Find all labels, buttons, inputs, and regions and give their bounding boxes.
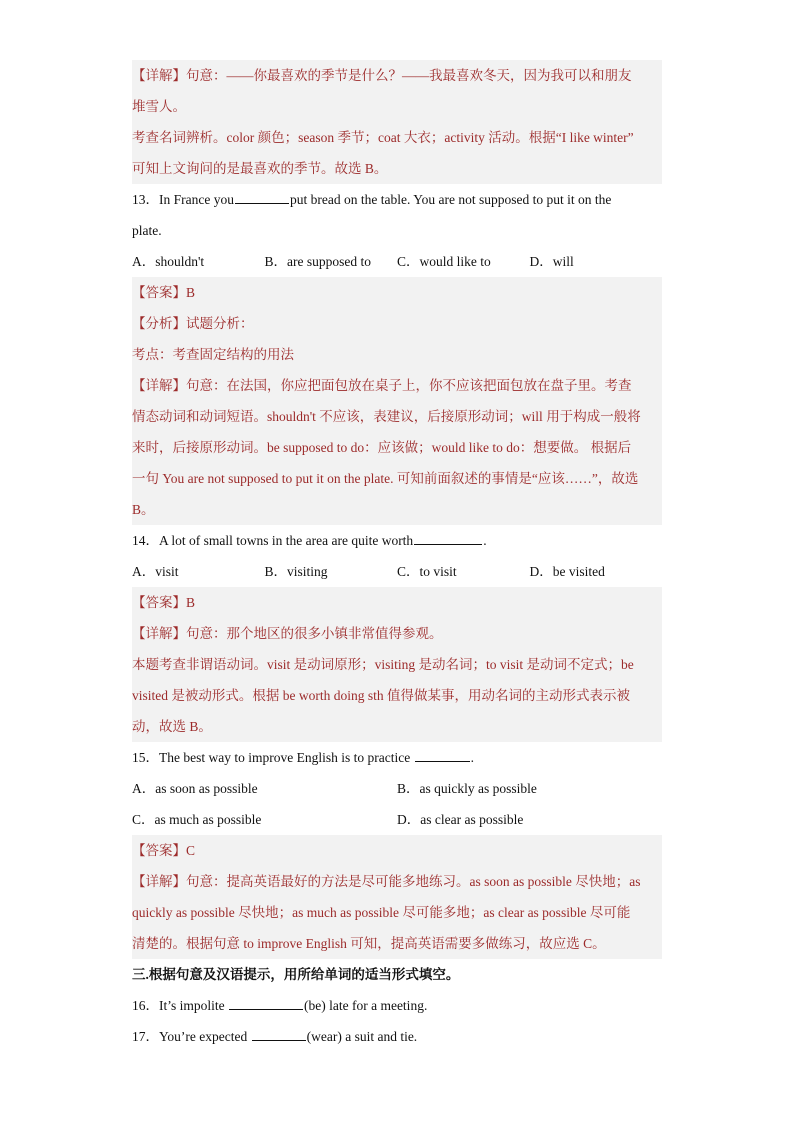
exam-point: 考点：考查固定结构的用法 — [132, 347, 294, 362]
q15-detail-line: 【详解】句意：提高英语最好的方法是尽可能多地练习。as soon as possible 尽快地；as — [132, 874, 641, 889]
option-d[interactable]: D．will — [529, 254, 574, 269]
q12-detail-line: 【详解】句意：——你最喜欢的季节是什么？——我最喜欢冬天，因为我可以和朋友 — [132, 68, 632, 83]
q14-detail-line: 本题考查非谓语动词。visit 是动词原形；visiting 是动名词；to visit 是动词不定式；be — [132, 657, 634, 672]
option-b[interactable]: B．visiting — [264, 564, 328, 579]
analysis-label: 【分析】试题分析： — [132, 316, 254, 331]
option-a[interactable]: A．visit — [132, 564, 179, 579]
q13-detail-line: 情态动词和动词短语。shouldn't 不应该，表建议，后接原形动词；will 用于构成一般将 — [132, 409, 641, 424]
q15-stem: 15．The best way to improve English is to practice . — [132, 742, 662, 773]
option-b[interactable]: B．are supposed to — [264, 254, 371, 269]
answer-label: 【答案】B — [132, 285, 196, 300]
option-b[interactable]: B．as quickly as possible — [397, 781, 537, 796]
option-c[interactable]: C．would like to — [397, 254, 491, 269]
q13-stem: 13．In France you put bread on the table. You are not supposed to put it on the — [132, 184, 662, 215]
option-c[interactable]: C．as much as possible — [132, 812, 262, 827]
q12-analysis-line: 考查名词辨析。color 颜色；season 季节；coat 大衣；activity 活动。根据“I like winter” — [132, 130, 634, 145]
q13-detail-line: 一句 You are not supposed to put it on the plate. 可知前面叙述的事情是“应该……”，故选 — [132, 471, 639, 486]
q12-analysis-line: 可知上文询问的是最喜欢的季节。故选 B。 — [132, 161, 388, 176]
q14-stem: 14．A lot of small towns in the area are quite worth . — [132, 525, 662, 556]
section-heading: 三.根据句意及汉语提示，用所给单词的适当形式填空。 — [132, 967, 460, 982]
q14-detail-line: 【详解】句意：那个地区的很多小镇非常值得参观。 — [132, 626, 443, 641]
q13-detail-line: B。 — [132, 502, 155, 517]
q13-explanation-block — [132, 277, 662, 525]
q13-options — [132, 246, 662, 277]
answer-label: 【答案】C — [132, 843, 196, 858]
option-d[interactable]: D．be visited — [529, 564, 605, 579]
document-page — [132, 60, 662, 1052]
q14-detail-line: 动，故选 B。 — [132, 719, 212, 734]
q15-detail-line: quickly as possible 尽快地；as much as possible 尽可能多地；as clear as possible 尽可能 — [132, 905, 631, 920]
answer-blank[interactable] — [229, 995, 303, 1010]
answer-blank[interactable] — [414, 530, 482, 545]
answer-label: 【答案】B — [132, 595, 196, 610]
q14-explanation-block — [132, 587, 662, 742]
answer-blank[interactable] — [235, 189, 289, 204]
q16-stem: 16．It’s impolite (be) late for a meeting. — [132, 990, 662, 1021]
answer-blank[interactable] — [252, 1026, 306, 1041]
q15-options-row2 — [132, 804, 662, 835]
option-a[interactable]: A．shouldn't — [132, 254, 205, 269]
q15-detail-line: 清楚的。根据句意 to improve English 可知，提高英语需要多做练习，故应选 C。 — [132, 936, 606, 951]
q14-detail-line: visited 是被动形式。根据 be worth doing sth 值得做某事，用动名词的主动形式表示被 — [132, 688, 630, 703]
q17-stem: 17．You’re expected (wear) a suit and tie. — [132, 1021, 662, 1052]
answer-blank[interactable] — [415, 747, 470, 762]
q12-detail-line: 堆雪人。 — [132, 99, 186, 114]
q13-detail-line: 【详解】句意：在法国，你应把面包放在桌子上，你不应该把面包放在盘子里。考查 — [132, 378, 632, 393]
q13-detail-line: 来时，后接原形动词。be supposed to do：应该做；would like to do：想要做。 根据后 — [132, 440, 632, 455]
option-d[interactable]: D．as clear as possible — [397, 812, 524, 827]
q13-stem-cont: plate. — [132, 223, 162, 238]
q15-explanation-block — [132, 835, 662, 959]
q12-explanation-block — [132, 60, 662, 184]
option-a[interactable]: A．as soon as possible — [132, 781, 258, 796]
q14-options — [132, 556, 662, 587]
option-c[interactable]: C．to visit — [397, 564, 457, 579]
q15-options-row1 — [132, 773, 662, 804]
